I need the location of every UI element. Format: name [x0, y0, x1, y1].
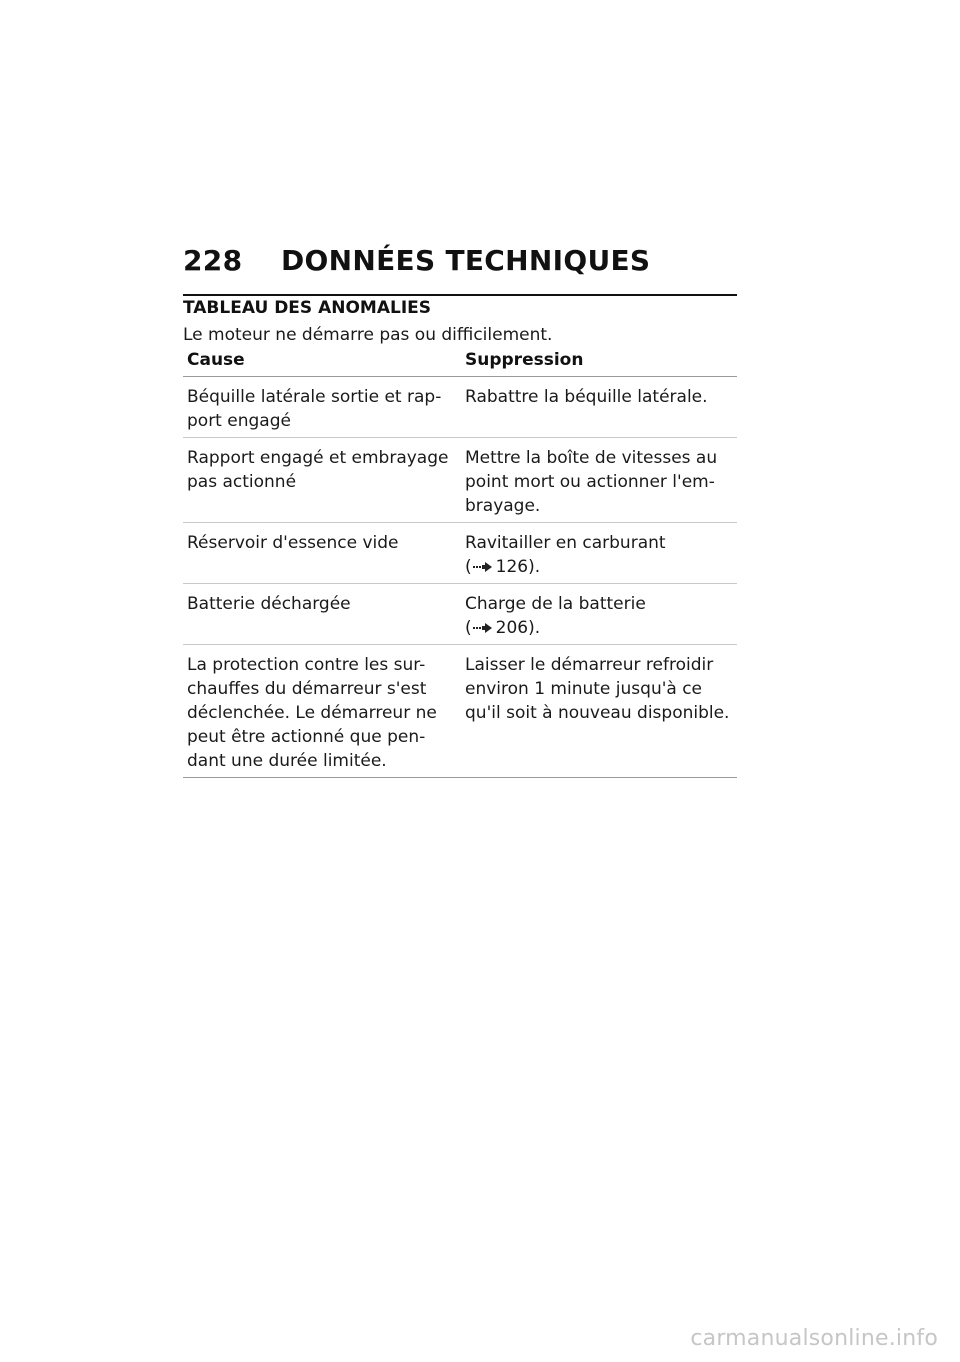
cause-line: Batterie déchargée [187, 594, 351, 614]
suppression-line: environ 1 minute jusqu'à ce [465, 679, 703, 699]
suppression-cell [461, 653, 737, 773]
chapter-title: DONNÉES TECHNIQUES [281, 244, 651, 277]
suppression-line: Rabattre la béquille latérale. [465, 387, 708, 407]
table-row [183, 523, 737, 584]
suppression-line: Laisser le démarreur refroidir [465, 655, 714, 675]
column-header-cause: Cause [187, 350, 245, 370]
table-header-row [183, 350, 737, 377]
suppression-cell [461, 531, 737, 579]
cause-cell [183, 446, 461, 518]
table-row [183, 438, 737, 523]
intro-text: Le moteur ne démarre pas ou difficilement. [183, 325, 553, 345]
arrow-right-icon [473, 561, 493, 573]
section-title: TABLEAU DES ANOMALIES [183, 298, 432, 318]
cause-line: Réservoir d'essence vide [187, 533, 399, 553]
cause-cell [183, 592, 461, 640]
page-reference[interactable] [465, 555, 540, 579]
cause-cell [183, 653, 461, 773]
watermark: carmanualsonline.info [690, 1326, 938, 1351]
table-row [183, 584, 737, 645]
arrow-right-icon [473, 622, 493, 634]
cause-line: déclenchée. Le démarreur ne [187, 703, 437, 723]
suppression-cell [461, 446, 737, 518]
page-number: 228 [183, 244, 243, 277]
header-divider [183, 294, 737, 296]
page-header [183, 244, 737, 277]
cause-line: peut être actionné que pen- [187, 727, 426, 747]
suppression-line: point mort ou actionner l'em- [465, 472, 715, 492]
suppression-line: qu'il soit à nouveau disponible. [465, 703, 730, 723]
table-row [183, 645, 737, 778]
suppression-line: brayage. [465, 496, 541, 516]
suppression-cell [461, 592, 737, 640]
cause-cell [183, 385, 461, 433]
suppression-cell [461, 385, 737, 433]
suppression-line: Ravitailler en carburant [465, 533, 666, 553]
ref-close-paren: ). [528, 557, 541, 577]
cause-line: Béquille latérale sortie et rap- [187, 387, 442, 407]
cause-cell [183, 531, 461, 579]
suppression-line: Charge de la batterie [465, 594, 646, 614]
suppression-line: Mettre la boîte de vitesses au [465, 448, 718, 468]
cause-line: La protection contre les sur- [187, 655, 426, 675]
ref-open-paren: ( [465, 618, 472, 638]
column-header-suppression: Suppression [465, 350, 584, 370]
page-reference[interactable] [465, 616, 540, 640]
ref-open-paren: ( [465, 557, 472, 577]
cause-line: Rapport engagé et embrayage [187, 448, 449, 468]
cause-line: dant une durée limitée. [187, 751, 387, 771]
cause-line: pas actionné [187, 472, 297, 492]
ref-page-number: 126 [495, 557, 529, 577]
table-row [183, 377, 737, 438]
ref-close-paren: ). [528, 618, 541, 638]
cause-line: chauffes du démarreur s'est [187, 679, 427, 699]
anomalies-table [183, 350, 737, 778]
cause-line: port engagé [187, 411, 291, 431]
ref-page-number: 206 [495, 618, 529, 638]
